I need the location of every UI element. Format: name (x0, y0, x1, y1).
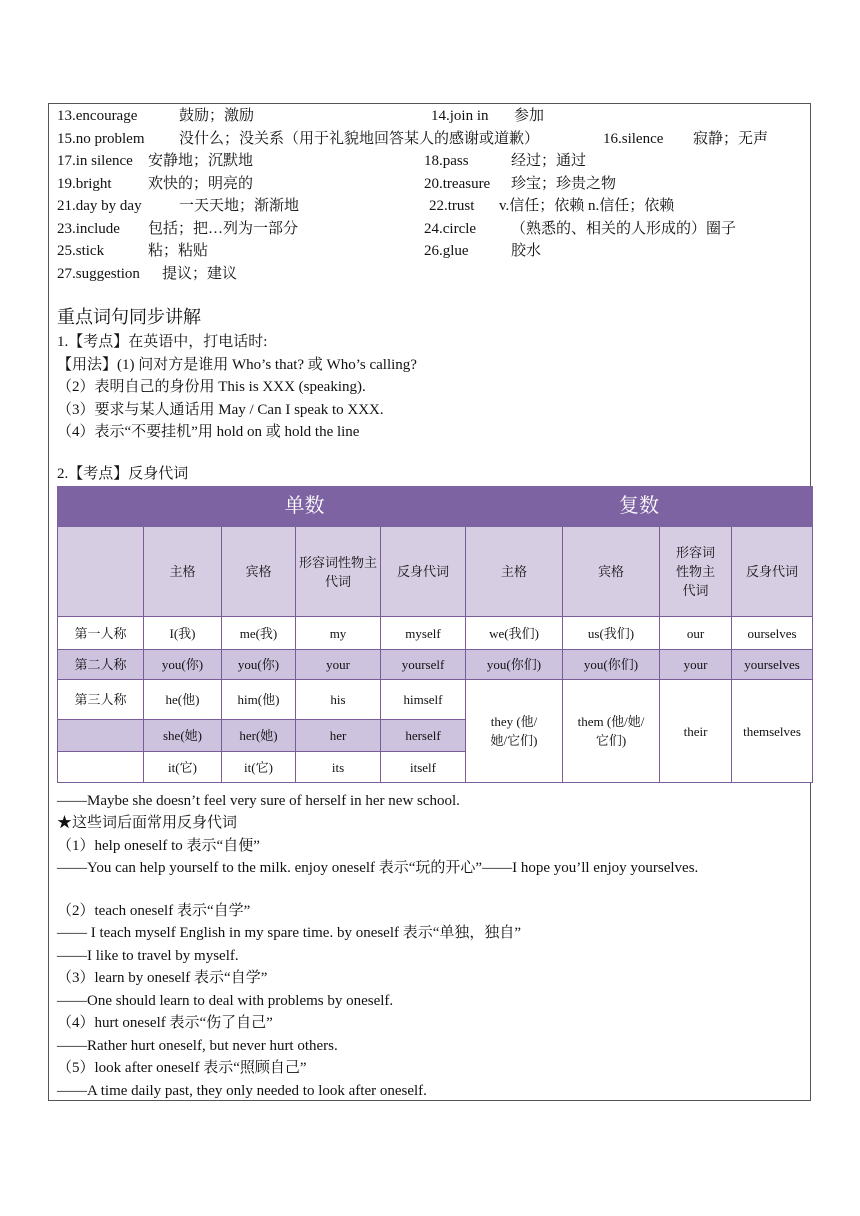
vocab-row: 15.no problem 没什么；没关系（用于礼貌地回答某人的感谢或道歉） 16.silence 寂静；无声 (57, 131, 769, 147)
table-cell: her(她) (222, 720, 296, 752)
point1-line: 【用法】(1) 问对方是谁用 Who’s that? 或 Who’s calling? (57, 357, 417, 373)
table-cell: they (他/她/它们) (466, 680, 563, 783)
note-line: （4）hurt oneself 表示“伤了自己” (57, 1015, 273, 1031)
table-cell: himself (381, 680, 466, 720)
vocab-row: 25.stick 粘；粘贴 26.glue 胶水 (57, 243, 542, 259)
header-cell: 主格 (144, 527, 222, 617)
table-cell: its (296, 752, 381, 783)
table-cell: yourselves (732, 650, 813, 680)
point2-title: 2.【考点】反身代词 (57, 466, 189, 482)
header-cell (58, 527, 144, 617)
table-cell: we(我们) (466, 617, 563, 650)
vocab-row: 23.include 包括；把…列为一部分 24.circle （熟悉的、相关的人形成的）圈子 (57, 221, 737, 237)
table-cell: me(我) (222, 617, 296, 650)
header-cell: 形容词性物主代词 (296, 527, 381, 617)
table-cell: their (660, 680, 732, 783)
note-line: ——A time daily past, they only needed to look after oneself. (57, 1083, 427, 1099)
table-cell: you(你们) (563, 650, 660, 680)
note-line: —— I teach myself English in my spare time. by oneself 表示“单独，独自” (57, 925, 522, 941)
row-label (58, 752, 144, 783)
table-row (58, 617, 813, 650)
note-line: ——Maybe she doesn’t feel very sure of herself in her new school. (57, 793, 460, 809)
table-cell: her (296, 720, 381, 752)
table-cell: us(我们) (563, 617, 660, 650)
table-cell: I(我) (144, 617, 222, 650)
table-cell: itself (381, 752, 466, 783)
row-label: 第一人称 (58, 617, 144, 650)
table-cell: themselves (732, 680, 813, 783)
table-cell: him(他) (222, 680, 296, 720)
point1-title: 1.【考点】在英语中，打电话时: (57, 334, 268, 350)
note-line: （3）learn by oneself 表示“自学” (57, 970, 268, 986)
group-singular: 单数 (144, 487, 466, 527)
vocab-meaning: 安静地；沉默地 (148, 153, 254, 169)
header-cell: 反身代词 (381, 527, 466, 617)
table-cell: my (296, 617, 381, 650)
table-cell: yourself (381, 650, 466, 680)
header-cell: 宾格 (222, 527, 296, 617)
note-line: （1）help oneself to 表示“自便” (57, 838, 260, 854)
table-cell: you(你们) (466, 650, 563, 680)
table-cell: his (296, 680, 381, 720)
note-line: ——You can help yourself to the milk. enjoy oneself 表示“玩的开心”——I hope you’ll enjoy yourselves. (57, 860, 699, 876)
vocab-row: 27.suggestion 提议；建议 (57, 266, 238, 282)
vocab-row: 13.encourage 鼓励；激励 14.join in 参加 (57, 108, 545, 124)
header-cell: 形容词性物主代词 (660, 527, 732, 617)
vocab-row: 19.bright 欢快的；明亮的 20.treasure 珍宝；珍贵之物 (57, 176, 617, 192)
note-line: ——Rather hurt oneself, but never hurt others. (57, 1038, 338, 1054)
table-cell: it(它) (144, 752, 222, 783)
section-heading: 重点词句同步讲解 (57, 307, 201, 327)
table-cell: he(他) (144, 680, 222, 720)
table-cell: our (660, 617, 732, 650)
table-cell: your (296, 650, 381, 680)
header-cell: 主格 (466, 527, 563, 617)
table-cell: myself (381, 617, 466, 650)
note-line: ——I like to travel by myself. (57, 948, 239, 964)
note-line: （5）look after oneself 表示“照顾自己” (57, 1060, 307, 1076)
corner-cell (58, 487, 144, 527)
row-label (58, 720, 144, 752)
point1-line: （3）要求与某人通话用 May / Can I speak to XXX. (57, 402, 384, 418)
group-plural: 复数 (466, 487, 813, 527)
table-cell: she(她) (144, 720, 222, 752)
table-cell: ourselves (732, 617, 813, 650)
table-cell: you(你) (144, 650, 222, 680)
table-row (58, 680, 813, 720)
table-cell: them (他/她/它们) (563, 680, 660, 783)
header-cell: 宾格 (563, 527, 660, 617)
header-cell: 反身代词 (732, 527, 813, 617)
point1-line: （4）表示“不要挂机”用 hold on 或 hold the line (57, 424, 360, 440)
pronoun-table (57, 486, 813, 783)
note-line: ——One should learn to deal with problems by oneself. (57, 993, 394, 1009)
table-cell: you(你) (222, 650, 296, 680)
vocab-row: 21.day by day 一天天地；渐渐地 22.trust v.信任；依赖 n.信任；依赖 (57, 198, 675, 214)
note-line: ★这些词后面常用反身代词 (57, 815, 238, 831)
row-label: 第三人称 (58, 680, 144, 720)
note-line: （2）teach oneself 表示“自学” (57, 903, 251, 919)
row-label: 第二人称 (58, 650, 144, 680)
point1-line: （2）表明自己的身份用 This is XXX (speaking). (57, 379, 366, 395)
table-row (58, 650, 813, 680)
table-cell: herself (381, 720, 466, 752)
vocab-row: 17.in silence 18.pass 经过；通过 (57, 153, 587, 169)
table-cell: your (660, 650, 732, 680)
table-cell: it(它) (222, 752, 296, 783)
